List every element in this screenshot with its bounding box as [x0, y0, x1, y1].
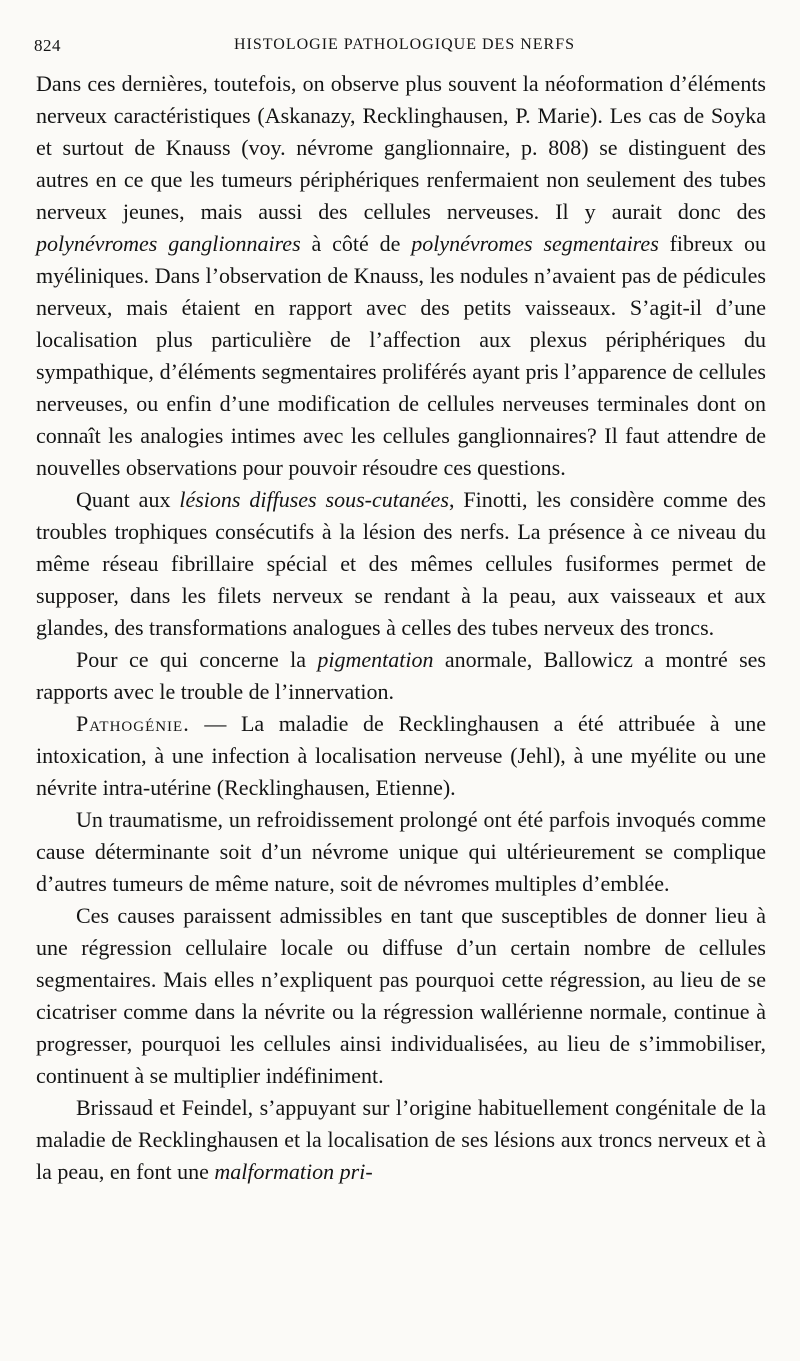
paragraph [36, 644, 766, 708]
running-head [34, 36, 760, 60]
italic-term: lésions diffuses sous-cutanées [179, 487, 449, 512]
paragraph [36, 804, 766, 900]
italic-term: polynévromes ganglionnaires [36, 231, 301, 256]
section-heading: Pathogénie. [76, 711, 190, 736]
body-text [36, 68, 766, 1188]
text-run: fibreux ou myéliniques. Dans l’observation de Knauss, les nodules n’avaient pas de pédicules nerveux, mais étaient en rapport avec des petits vaisseaux. S’agit-il d’une localisation plus particulière de l’affection aux plexus périphériques du sympathique, d’éléments segmentaires proliférés ayant pris l’apparence de cellules nerveuses, ou enfin d’une modification de cellules nerveuses terminales dont on connaît les analogies intimes avec les cellules ganglionnaires? Il faut attendre de nouvelles observations pour pouvoir résoudre ces questions. [36, 231, 766, 480]
text-run: Pour ce qui concerne la [76, 647, 318, 672]
paragraph [36, 484, 766, 644]
text-run: , Finotti, les considère comme des troubles trophiques consécutifs à la lésion des nerfs. La présence à ce niveau du même réseau fibrillaire spécial et des mêmes cellules fusiformes permet de supposer, dans les filets nerveux se rendant à la peau, aux vaisseaux et aux glandes, des transformations analogues à celles des tubes nerveux des troncs. [36, 487, 766, 640]
paragraph [36, 1092, 766, 1188]
text-run: Quant aux [76, 487, 180, 512]
paragraph [36, 68, 766, 484]
text-run: Un traumatisme, un refroidissement prolongé ont été parfois invoqués comme cause déterminante soit d’un névrome unique qui ultérieurement se complique d’autres tumeurs de même nature, soit de névromes multiples d’emblée. [36, 807, 766, 896]
italic-term: polynévromes segmentaires [411, 231, 659, 256]
text-run: à côté de [300, 231, 412, 256]
text-run: Ces causes paraissent admissibles en tant que susceptibles de donner lieu à une régression cellulaire locale ou diffuse d’un certain nombre de cellules segmentaires. Mais elles n’expliquent pas pourquoi cette régression, au lieu de se cicatriser comme dans la névrite ou la régression wallérienne normale, continue à progresser, pourquoi les cellules ainsi individualisées, au lieu de s’immobiliser, continuent à se multiplier indéfiniment. [36, 903, 766, 1088]
text-run: — La maladie de Recklinghausen a été attribuée à une intoxication, à une infection à localisation nerveuse (Jehl), à une myélite ou une névrite intra-utérine (Recklinghausen, Etienne). [36, 711, 766, 800]
running-title: HISTOLOGIE PATHOLOGIQUE DES NERFS [234, 36, 576, 53]
italic-term: malformation pri- [214, 1159, 373, 1184]
text-run: anormale, Ballowicz a montré ses rapports avec le trouble de l’innervation. [36, 647, 766, 704]
paragraph [36, 708, 766, 804]
italic-term: pigmentation [317, 647, 434, 672]
text-run: Brissaud et Feindel, s’appuyant sur l’origine habituellement congénitale de la maladie de Recklinghausen et la localisation de ses lésions aux troncs nerveux et à la peau, en font une [36, 1095, 766, 1184]
text-run: Dans ces dernières, toutefois, on observe plus souvent la néoformation d’éléments nerveux caractéristiques (Askanazy, Recklinghausen, P. Marie). Les cas de Soyka et surtout de Knauss (voy. névrome ganglionnaire, p. 808) se distinguent des autres en ce que les tumeurs périphériques renfermaient non seulement des tubes nerveux jeunes, mais aussi des cellules nerveuses. Il y aurait donc des [36, 71, 766, 224]
page-number: 824 [34, 36, 61, 55]
paragraph [36, 900, 766, 1092]
